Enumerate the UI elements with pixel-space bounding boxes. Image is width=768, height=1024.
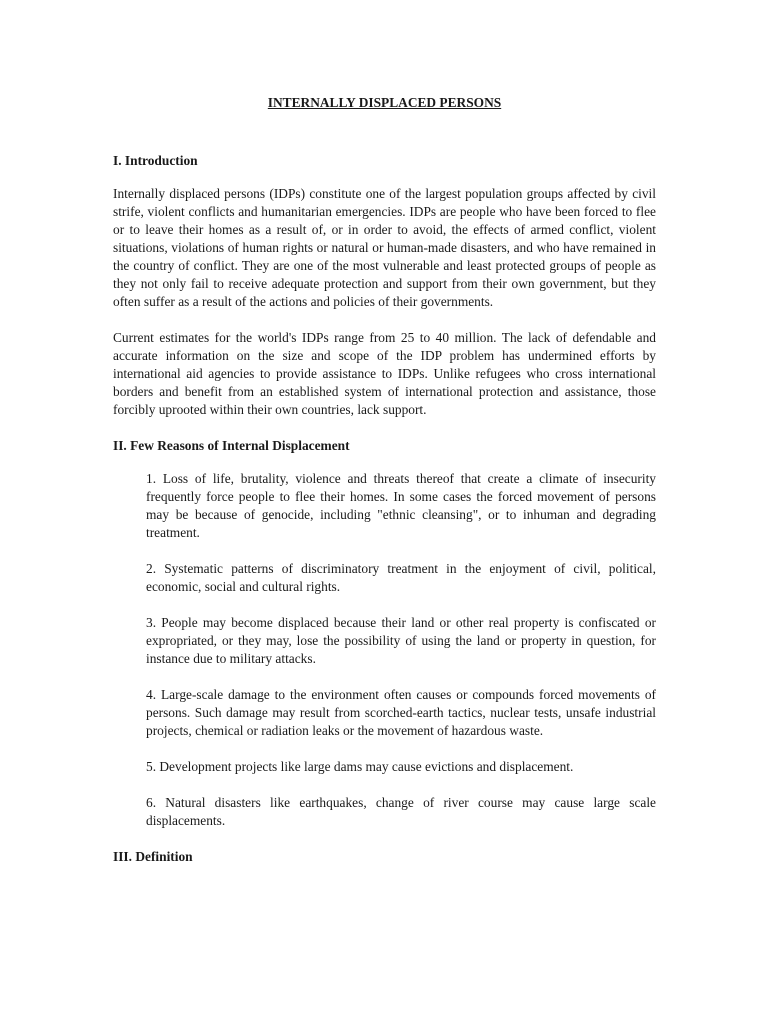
reason-item-6: 6. Natural disasters like earthquakes, change of river course may cause large scale displacements. bbox=[146, 795, 656, 828]
document-title: INTERNALLY DISPLACED PERSONS bbox=[267, 95, 502, 110]
document-page bbox=[113, 94, 656, 881]
reason-item-5: 5. Development projects like large dams may cause evictions and displacement. bbox=[146, 759, 574, 774]
section-heading-definition: III. Definition bbox=[113, 849, 193, 864]
section-heading-introduction: I. Introduction bbox=[113, 153, 198, 168]
reason-item-2: 2. Systematic patterns of discriminatory treatment in the enjoyment of civil, political, economic, social and cultural rights. bbox=[146, 561, 656, 594]
section-heading-reasons: II. Few Reasons of Internal Displacement bbox=[113, 438, 350, 453]
reasons-list bbox=[146, 470, 656, 830]
introduction-paragraph-1: Internally displaced persons (IDPs) constitute one of the largest population groups affected by civil strife, violent conflicts and humanitarian emergencies. IDPs are people who have been forced to flee or to leave their homes as a result of, or in order to avoid, the effects of armed conflict, violent situations, violations of human rights or natural or human-made disasters, and who have remained in the country of conflict. They are one of the most vulnerable and least protected groups of people as they not only fail to receive adequate protection and support from their own government, but they often suffer as a result of the actions and policies of their governments. bbox=[113, 186, 656, 309]
reason-item-4: 4. Large-scale damage to the environment often causes or compounds forced movements of persons. Such damage may result from scorched-earth tactics, nuclear tests, unsafe industrial projects, chemical or radiation leaks or the movement of hazardous waste. bbox=[146, 687, 656, 738]
introduction-paragraph-2: Current estimates for the world's IDPs range from 25 to 40 million. The lack of defendable and accurate information on the size and scope of the IDP problem has undermined efforts by international aid agencies to provide assistance to IDPs. Unlike refugees who cross international borders and benefit from an established system of international protection and assistance, those forcibly uprooted within their own countries, lack support. bbox=[113, 330, 656, 417]
reason-item-1: 1. Loss of life, brutality, violence and threats thereof that create a climate of insecurity frequently force people to flee their homes. In some cases the forced movement of persons may be because of genocide, including "ethnic cleansing", or to inhuman and degrading treatment. bbox=[146, 471, 656, 540]
reason-item-3: 3. People may become displaced because their land or other real property is confiscated or expropriated, or they may, lose the possibility of using the land or property in question, for instance due to military attacks. bbox=[146, 615, 656, 666]
